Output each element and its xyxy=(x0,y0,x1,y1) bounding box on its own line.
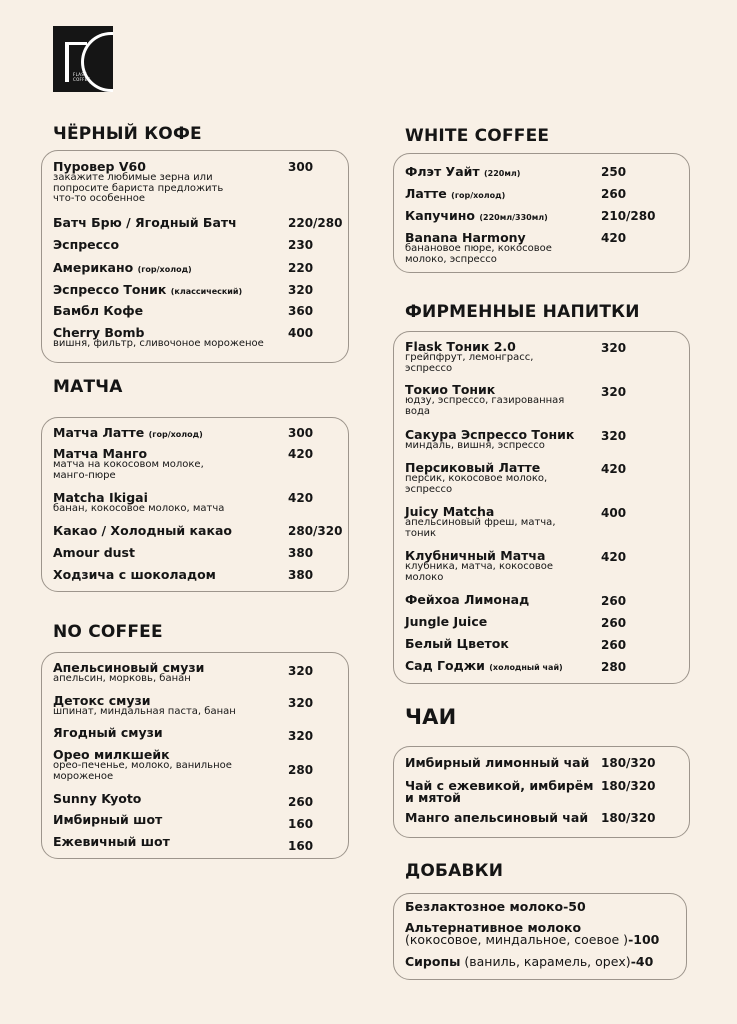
item-price: 420 xyxy=(601,550,627,564)
item-price: 180/320 xyxy=(601,779,656,793)
item-price: 180/320 xyxy=(601,756,656,770)
addon-note: (кокосовое, миндальное, соевое ) xyxy=(405,932,629,947)
section-title-no-coffee: NO COFFEE xyxy=(53,622,163,642)
item-name-text: Cherry Bomb xyxy=(53,325,145,340)
item-description: мороженое xyxy=(53,770,114,782)
item-name-text: Имбирный шот xyxy=(53,812,163,827)
item-price: 260 xyxy=(288,795,314,809)
item-name xyxy=(53,546,135,560)
item-name-text: Персиковый Латте xyxy=(405,460,541,475)
item-name xyxy=(53,304,143,318)
item-price: 420 xyxy=(288,491,314,505)
item-name-text: Amour dust xyxy=(53,545,135,560)
item-name-text: Ходзича с шоколадом xyxy=(53,567,216,582)
item-price: 360 xyxy=(288,304,314,318)
item-name xyxy=(405,615,487,629)
item-name xyxy=(53,283,242,299)
item-price: 400 xyxy=(288,326,314,340)
item-name-text: Имбирный лимонный чай xyxy=(405,755,590,770)
item-price: 320 xyxy=(288,283,314,297)
section-title-matcha: МАТЧА xyxy=(53,377,123,397)
item-price: 420 xyxy=(601,462,627,476)
item-name xyxy=(405,187,505,203)
item-price: 400 xyxy=(601,506,627,520)
item-name-text: Flask Тоник 2.0 xyxy=(405,339,516,354)
item-name-text: Ягодный смузи xyxy=(53,725,163,740)
addon-bold: Сиропы xyxy=(405,954,461,969)
item-price: 160 xyxy=(288,817,314,831)
item-description: шпинат, миндальная паста, банан xyxy=(53,706,236,717)
item-description: клубника, матча, кокосовое xyxy=(405,561,554,572)
item-name-text: Сад Годжи xyxy=(405,658,485,673)
item-name xyxy=(53,568,216,582)
addon-price: -40 xyxy=(630,954,654,969)
item-name xyxy=(405,209,548,225)
item-name-text: Эспрессо xyxy=(53,237,120,252)
item-price: 210/280 xyxy=(601,209,656,223)
item-name-text: Детокс смузи xyxy=(53,693,151,708)
item-price: 280 xyxy=(601,660,627,674)
item-description: попросите бариста предложить xyxy=(53,182,224,194)
item-price: 180/320 xyxy=(601,811,656,825)
item-description: банановое пюре, кокосовое xyxy=(405,243,552,254)
item-name-text: Эспрессо Тоник xyxy=(53,282,167,297)
item-name-text: Капучино xyxy=(405,208,476,223)
item-name-text: Бамбл Кофе xyxy=(53,303,144,318)
item-note: (гор/холод) xyxy=(451,191,506,200)
item-description: молоко, эспрессо xyxy=(405,253,497,265)
item-name xyxy=(53,238,119,252)
item-name-text: Фейхоа Лимонад xyxy=(405,592,530,607)
item-description: матча на кокосовом молоке, xyxy=(53,459,204,470)
item-description: молоко xyxy=(405,571,444,583)
item-description: вишня, фильтр, сливочоное мороженое xyxy=(53,338,264,349)
item-name xyxy=(53,726,163,740)
item-name xyxy=(53,426,203,442)
item-name xyxy=(53,813,162,827)
addon-bold: Безлактозное молоко-50 xyxy=(405,899,586,914)
item-price: 380 xyxy=(288,568,314,582)
section-title-white-coffee: WHITE COFFEE xyxy=(405,126,550,146)
item-description: вода xyxy=(405,405,431,417)
item-price: 380 xyxy=(288,546,314,560)
item-name-text: Клубничный Матча xyxy=(405,548,546,563)
item-name-text: Сакура Эспрессо Тоник xyxy=(405,427,575,442)
item-name xyxy=(405,811,588,825)
item-price: 260 xyxy=(601,187,627,201)
item-description: миндаль, вишня, эспрессо xyxy=(405,440,545,451)
section-title-black-coffee: ЧЁРНЫЙ КОФЕ xyxy=(53,124,202,144)
addon-bold: Альтернативное молоко xyxy=(405,920,582,935)
item-price: 420 xyxy=(601,231,627,245)
item-price: 160 xyxy=(288,839,314,853)
logo-text-1: FLASK xyxy=(73,72,88,77)
item-note: (220мл/330мл) xyxy=(479,213,548,222)
item-name-text: Латте xyxy=(405,186,447,201)
item-description: банан, кокосовое молоко, матча xyxy=(53,503,225,514)
logo-text-2: COFFEE xyxy=(73,77,91,82)
item-name-text: Батч Брю / Ягодный Батч xyxy=(53,215,237,230)
item-name xyxy=(53,261,192,277)
addon-note: (ваниль, карамель, орех) xyxy=(460,954,631,969)
item-description: что-то особенное xyxy=(53,193,145,204)
item-name-text: Манго апельсиновый чай xyxy=(405,810,589,825)
item-name-text: Флэт Уайт xyxy=(405,164,480,179)
item-name-text: Jungle Juice xyxy=(405,614,488,629)
item-name-text: Matcha Ikigai xyxy=(53,490,148,505)
item-note: (холодный чай) xyxy=(489,663,563,672)
item-name-text: Какао / Холодный какао xyxy=(53,523,232,538)
item-price: 260 xyxy=(601,616,627,630)
item-name xyxy=(405,637,509,651)
item-name xyxy=(405,756,589,770)
item-name-text: Матча Латте xyxy=(53,425,145,440)
item-name xyxy=(405,593,529,607)
item-name xyxy=(405,659,563,675)
addon-line xyxy=(405,955,653,968)
item-name-text: Ежевичный шот xyxy=(53,834,170,849)
addon-line xyxy=(405,933,659,946)
item-note: (классический) xyxy=(170,287,243,296)
item-price: 230 xyxy=(288,238,314,252)
item-name xyxy=(405,165,520,181)
item-description: апельсиновый фреш, матча, xyxy=(405,517,556,528)
section-title-tea: ЧАИ xyxy=(405,705,457,729)
item-price: 320 xyxy=(601,429,627,443)
section-title-signature: ФИРМЕННЫЕ НАПИТКИ xyxy=(405,302,640,322)
item-description: грейпфрут, лемонграсс, xyxy=(405,352,534,363)
item-name-text: Белый Цветок xyxy=(405,636,509,651)
item-description: манго-пюре xyxy=(53,469,116,481)
item-description: апельсин, морковь, банан xyxy=(53,673,191,684)
item-name xyxy=(53,216,237,230)
item-name xyxy=(53,835,170,849)
addon-price: -100 xyxy=(628,932,660,947)
section-title-addons: ДОБАВКИ xyxy=(405,861,504,881)
item-price: 250 xyxy=(601,165,627,179)
brand-logo xyxy=(53,26,113,92)
item-name-text: Sunny Kyoto xyxy=(53,791,142,806)
item-name-text: Орео милкшейк xyxy=(53,747,170,762)
item-name-text: Американо xyxy=(53,260,134,275)
addon-line xyxy=(405,900,586,913)
item-description: юдзу, эспрессо, газированная xyxy=(405,395,565,406)
item-price: 320 xyxy=(288,729,314,743)
item-price: 320 xyxy=(288,696,314,710)
item-name-text: Juicy Matcha xyxy=(405,504,495,519)
item-price: 300 xyxy=(288,426,314,440)
item-note: (220мл) xyxy=(484,169,521,178)
item-price: 260 xyxy=(601,594,627,608)
item-name-text: Токио Тоник xyxy=(405,382,496,397)
item-description: тоник xyxy=(405,527,437,539)
item-price: 220 xyxy=(288,261,314,275)
item-price: 320 xyxy=(288,664,314,678)
item-note: (гор/холод) xyxy=(137,265,192,274)
item-price: 220/280 xyxy=(288,216,343,230)
item-name-text: Матча Манго xyxy=(53,446,148,461)
item-price: 260 xyxy=(601,638,627,652)
item-name xyxy=(53,792,141,806)
item-name xyxy=(53,524,232,538)
item-name-text: Banana Harmony xyxy=(405,230,526,245)
item-name-text: Апельсиновый смузи xyxy=(53,660,205,675)
item-description: эспрессо xyxy=(405,362,453,374)
item-note: (гор/холод) xyxy=(148,430,203,439)
item-price: 320 xyxy=(601,385,627,399)
item-description: орео-печенье, молоко, ванильное xyxy=(53,760,232,771)
item-description: эспрессо xyxy=(405,483,453,495)
item-price: 420 xyxy=(288,447,314,461)
item-price: 280/320 xyxy=(288,524,343,538)
item-name-text: Чай с ежевикой, имбирём xyxy=(405,778,594,793)
item-name-text: Пуровер V60 xyxy=(53,159,146,174)
item-price: 320 xyxy=(601,341,627,355)
item-name-line2: и мятой xyxy=(405,790,461,805)
item-price: 280 xyxy=(288,763,314,777)
item-description: закажите любимые зерна или xyxy=(53,172,213,183)
item-price: 300 xyxy=(288,160,314,174)
item-description: персик, кокосовое молоко, xyxy=(405,473,548,484)
